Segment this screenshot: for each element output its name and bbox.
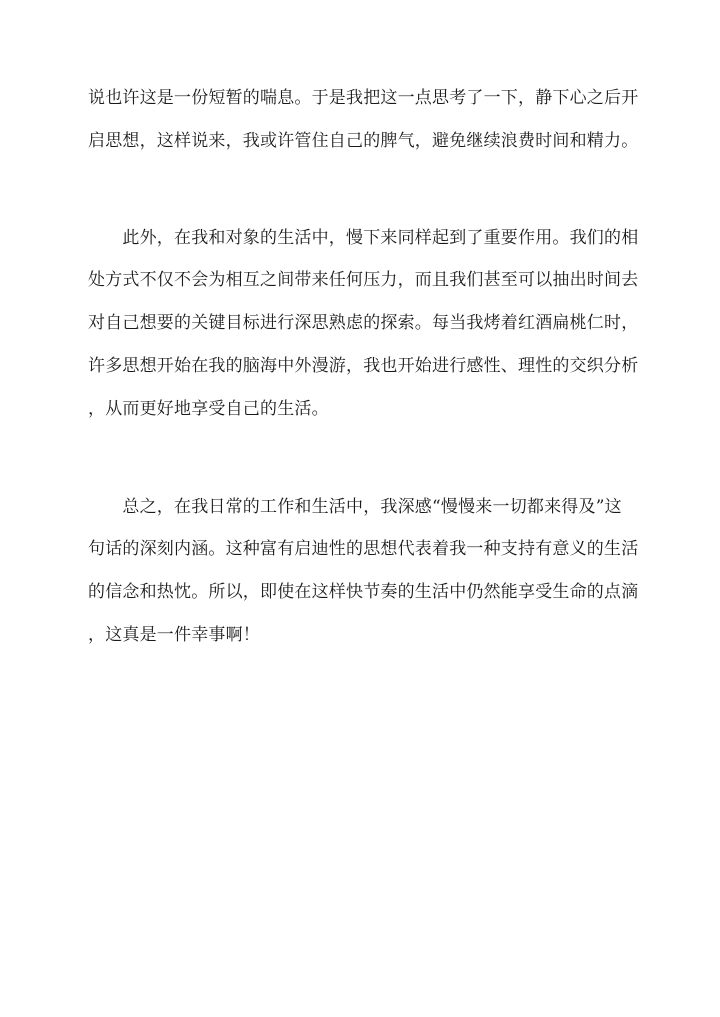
paragraph-line: 说也许这是一份短暂的喘息。于是我把这一点思考了一下，静下心之后开 [88, 88, 639, 108]
paragraph-line: 此外，在我和对象的生活中，慢下来同样起到了重要作用。我们的相 [88, 228, 639, 248]
paragraph-line: 的信念和热忱。所以，即使在这样快节奏的生活中仍然能享受生命的点滴 [88, 582, 639, 602]
paragraph-line: 对自己想要的关键目标进行深思熟虑的探索。每当我烤着红酒扁桃仁时， [88, 313, 639, 333]
paragraph-line: 句话的深刻内涵。这种富有启迪性的思想代表着我一种支持有意义的生活 [88, 539, 639, 559]
paragraph-line: 总之，在我日常的工作和生活中，我深感“慢慢来一切都来得及”这 [88, 497, 622, 517]
paragraph-line: 启思想，这样说来，我或许管住自己的脾气，避免继续浪费时间和精力。 [88, 131, 639, 151]
paragraph-line: ，这真是一件幸事啊！ [88, 625, 260, 645]
paragraph-line: 许多思想开始在我的脑海中外漫游，我也开始进行感性、理性的交织分析 [88, 356, 639, 376]
paragraph-line: 处方式不仅不会为相互之间带来任何压力，而且我们甚至可以抽出时间去 [88, 270, 639, 290]
paragraph-line: ，从而更好地享受自己的生活。 [88, 399, 329, 419]
